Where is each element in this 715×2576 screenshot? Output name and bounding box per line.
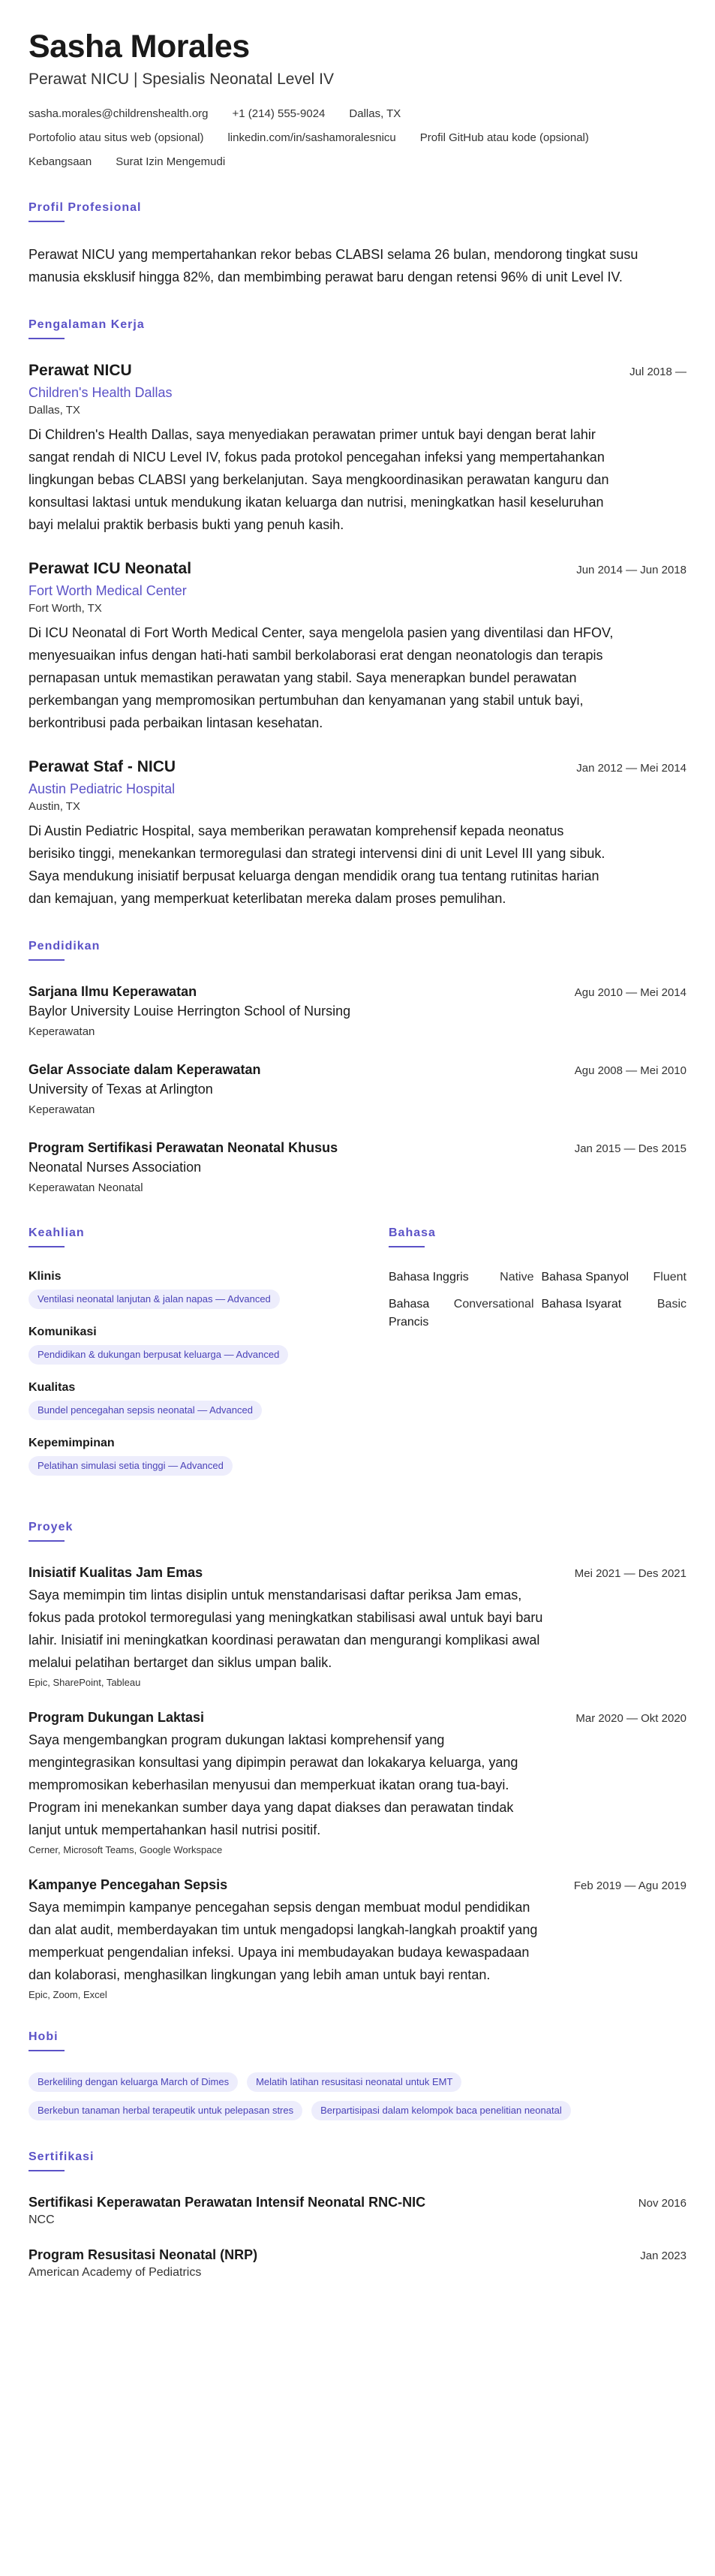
project-keywords: Epic, SharePoint, Tableau [29,1677,141,1688]
degree-title: Program Sertifikasi Perawatan Neonatal Khusus [29,1140,338,1155]
language-item [389,1296,534,1332]
company-name: Children's Health Dallas [29,385,173,400]
section-title: Bahasa [389,1226,436,1239]
job-date: Jan 2012 — Mei 2014 [576,762,686,775]
location-text: Dallas, TX [349,107,401,120]
job-title: Perawat Staf - NICU [29,758,176,775]
hobby-tag: Melatih latihan resusitasi neonatal untuk EMT [247,2072,461,2092]
company-name: Austin Pediatric Hospital [29,781,176,796]
project-entry [29,1875,686,2000]
project-keywords: Cerner, Microsoft Teams, Google Workspace [29,1844,223,1855]
project-name: Program Dukungan Laktasi [29,1710,205,1725]
job-location: Austin, TX [29,800,80,813]
skill-name: Kepemimpinan [29,1437,115,1449]
language-name: Bahasa Isyarat [541,1298,622,1311]
skill-group [29,1268,351,1309]
contact-row [29,105,686,123]
certification-entry [29,2192,686,2228]
skill-tag: Pendidikan & dukungan berpusat keluarga — Advanced [29,1345,288,1365]
skills-section [29,1226,351,1491]
language-item [542,1296,687,1332]
job-date: Jul 2018 — [629,366,686,378]
job-title: Perawat NICU [29,362,132,379]
certifications-section [29,2150,686,2281]
education-date: Agu 2010 — Mei 2014 [574,986,686,999]
language-level: Conversational [453,1298,534,1311]
languages-section [389,1226,686,1491]
skill-group [29,1324,351,1365]
section-divider [29,221,65,222]
skill-name: Komunikasi [29,1326,97,1338]
contact-row [29,153,686,171]
education-entry [29,982,686,1040]
skill-tag: Pelatihan simulasi setia tinggi — Advanced [29,1456,233,1476]
project-date: Mei 2021 — Des 2021 [574,1567,686,1580]
skill-group [29,1380,351,1420]
certification-date: Nov 2016 [638,2197,686,2210]
language-item [389,1268,534,1286]
project-name: Kampanye Pencegahan Sepsis [29,1877,228,1892]
section-title: Sertifikasi [29,2150,95,2163]
candidate-headline: Perawat NICU | Spesialis Neonatal Level IV [29,71,334,88]
section-divider [29,2170,65,2171]
job-location: Fort Worth, TX [29,602,102,615]
section-title: Proyek [29,1521,74,1533]
education-entry [29,1060,686,1118]
language-item [542,1268,687,1286]
section-title: Profil Profesional [29,201,142,214]
project-date: Feb 2019 — Agu 2019 [573,1879,686,1892]
certification-issuer: American Academy of Pediatrics [29,2266,202,2279]
section-divider [29,1540,65,1542]
language-name: Bahasa Spanyol [541,1271,629,1283]
language-name: Bahasa Prancis [389,1298,430,1329]
language-level: Fluent [653,1271,686,1283]
job-description: Di ICU Neonatal di Fort Worth Medical Center, saya mengelola pasien yang diventilasi dan HFOV, menyesuaikan infus dengan hati-hati sambil berkolaborasi erat dengan neonatologis dan terapis pernapasan untuk memastikan perawatan yang stabil. Saya menerapkan bundel perawatan perkembangan yang mempromosikan pertumbuhan dan kenyamanan yang stabil untuk bayi, berkontribusi pada perbaikan lintasan kesehatan. [29,625,614,730]
skill-group [29,1435,351,1476]
certification-entry [29,2245,686,2281]
section-title: Hobi [29,2030,59,2043]
github-link[interactable]: Profil GitHub atau kode (opsional) [419,131,589,144]
email-link[interactable]: sasha.morales@childrenshealth.org [29,107,209,120]
skill-name: Kualitas [29,1381,76,1394]
phone-link[interactable]: +1 (214) 555-9024 [232,107,326,120]
hobby-list [29,2072,674,2120]
experience-entry [29,558,686,734]
skill-tag: Bundel pencegahan sepsis neonatal — Advanced [29,1401,262,1420]
projects-section [29,1521,686,2000]
school-name: Neonatal Nurses Association [29,1160,202,1175]
certification-date: Jan 2023 [640,2249,686,2262]
skill-name: Klinis [29,1270,62,1283]
education-entry [29,1138,686,1196]
project-entry [29,1563,686,1688]
hobby-tag: Berpartisipasi dalam kelompok baca penelitian neonatal [311,2101,571,2120]
experience-entry [29,360,686,536]
project-name: Inisiatif Kualitas Jam Emas [29,1565,203,1580]
hobby-tag: Berkeliling dengan keluarga March of Dimes [29,2072,238,2092]
section-title: Keahlian [29,1226,85,1239]
section-divider [29,2050,65,2051]
job-title: Perawat ICU Neonatal [29,560,192,577]
section-divider [29,338,65,339]
profile-section [29,201,686,288]
school-name: Baylor University Louise Herrington School of Nursing [29,1004,351,1019]
study-area: Keperawatan [29,1025,95,1038]
hobbies-section [29,2030,686,2120]
section-title: Pendidikan [29,940,101,952]
school-name: University of Texas at Arlington [29,1082,213,1097]
language-list [389,1268,686,1332]
job-description: Di Austin Pediatric Hospital, saya memberikan perawatan komprehensif kepada neonatus berisiko tinggi, menekankan termoregulasi dan strategi intervensi dini di unit Level III yang sibuk. Saya mendukung inisiatif berpusat keluarga dengan mendidik orang tua tentang rutinitas harian dan kemajuan, yang memperkuat keterlibatan mereka dalam proses pemulihan. [29,823,605,906]
project-keywords: Epic, Zoom, Excel [29,1989,107,2000]
project-description: Saya memimpin kampanye pencegahan sepsis dengan membuat modul pendidikan dan alat audit, memberdayakan tim untuk mengadopsi langkah-langkah proaktif yang memperkuat pengendalian infeksi. Upaya ini membudayakan budaya kewaspadaan dan kolaborasi, menghasilkan lingkungan yang lebih aman untuk bayi rentan. [29,1900,538,1982]
language-name: Bahasa Inggris [389,1271,469,1283]
degree-title: Gelar Associate dalam Keperawatan [29,1062,261,1077]
certification-name: Sertifikasi Keperawatan Perawatan Intensif Neonatal RNC-NIC [29,2195,426,2210]
section-divider [389,1246,425,1247]
project-entry [29,1708,686,1855]
project-date: Mar 2020 — Okt 2020 [575,1712,686,1725]
citizenship-text: Kebangsaan [29,155,92,168]
language-level: Basic [656,1298,686,1311]
job-description: Di Children's Health Dallas, saya menyediakan perawatan primer untuk bayi dengan berat lahir sangat rendah di NICU Level IV, fokus pada protokol pencegahan infeksi yang mempertahankan lingkungan bebas CLABSI yang berkelanjutan. Saya mengkoordinasikan perawatan kanguru dan konsultasi laktasi untuk mendukung ikatan keluarga dan nutrisi, meningkatkan hasil keseluruhan bayi melalui praktik berbasis bukti yang penuh kasih. [29,427,609,532]
degree-title: Sarjana Ilmu Keperawatan [29,984,197,999]
contact-row [29,129,686,147]
section-title: Pengalaman Kerja [29,318,145,331]
section-divider [29,959,65,961]
website-link[interactable]: Portofolio atau situs web (opsional) [29,131,204,144]
license-text: Surat Izin Mengemudi [116,155,226,168]
candidate-name: Sasha Morales [29,29,250,65]
profile-summary: Perawat NICU yang mempertahankan rekor bebas CLABSI selama 26 bulan, mendorong tingkat susu manusia eksklusif hingga 82%, dan membimbing perawat baru dengan retensi 96% di unit Level IV. [29,247,638,284]
section-divider [29,1246,65,1247]
experience-section [29,318,686,910]
contact-info [29,105,686,171]
skill-tag: Ventilasi neonatal lanjutan & jalan napas — Advanced [29,1290,280,1309]
project-description: Saya memimpin tim lintas disiplin untuk menstandarisasi daftar periksa Jam emas, fokus pada protokol termoregulasi yang meningkatkan stabilisasi awal untuk bayi baru lahir. Inisiatif ini meningkatkan koordinasi perawatan dan mengurangi komplikasi awal melalui pelatihan bertarget dan siklus umpan balik. [29,1587,543,1670]
study-area: Keperawatan Neonatal [29,1181,143,1194]
company-name: Fort Worth Medical Center [29,583,187,598]
certification-issuer: NCC [29,2213,55,2226]
study-area: Keperawatan [29,1103,95,1116]
certification-name: Program Resusitasi Neonatal (NRP) [29,2247,258,2262]
education-section [29,940,686,1196]
linkedin-link[interactable]: linkedin.com/in/sashamoralesnicu [227,131,396,144]
skills-languages-row [29,1226,686,1491]
education-date: Agu 2008 — Mei 2010 [574,1064,686,1077]
experience-entry [29,757,686,910]
language-level: Native [500,1271,534,1283]
job-location: Dallas, TX [29,404,80,417]
project-description: Saya mengembangkan program dukungan laktasi komprehensif yang mengintegrasikan konsultasi yang dipimpin perawat dan lokakarya keluarga, yang mempromosikan keberhasilan menyusui dan memperkuat ikatan orang tua-bayi. Program ini menekankan sumber daya yang dapat diakses dan perawatan tindak lanjut untuk mempertahankan hasil nutrisi positif. [29,1732,518,1837]
job-date: Jun 2014 — Jun 2018 [576,564,686,576]
education-date: Jan 2015 — Des 2015 [574,1142,686,1155]
hobby-tag: Berkebun tanaman herbal terapeutik untuk pelepasan stres [29,2101,302,2120]
